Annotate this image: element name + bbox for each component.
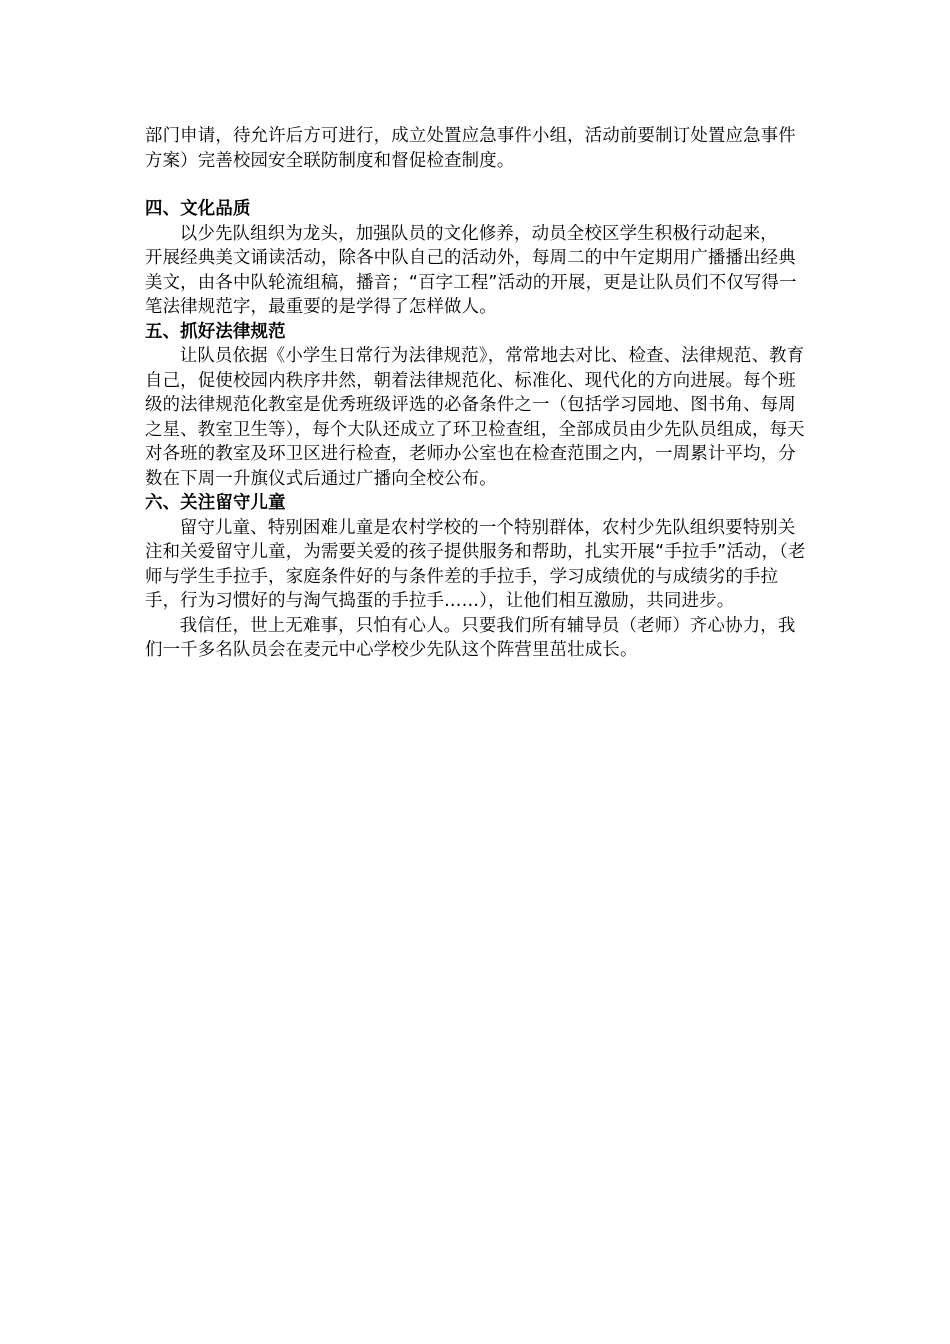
left-behind-children-paragraph: 留守儿童、特别困难儿童是农村学校的一个特别群体，农村少先队组织要特别关注和关爱留守儿童，为需要关爱的孩子提供服务和帮助，扎实开展“手拉手”活动，（老师与学生手拉手，家庭条件好的与条件差的手拉手，学习成绩优的与成绩劣的手拉手，行为习惯好的与淘气捣蛋的手拉手……），让他们相互激励，共同进步。 <box>145 517 806 611</box>
section-heading-culture: 四、文化品质 <box>145 199 251 219</box>
continuation-paragraph: 部门申请，待允许后方可进行，成立处置应急事件小组，活动前要制订处置应急事件方案）完善校园安全联防制度和督促检查制度。 <box>145 126 796 171</box>
document-body <box>145 124 809 663</box>
section-heading-norms: 五、抓好法律规范 <box>145 321 286 342</box>
section-heading-left-behind-children: 六、关注留守儿童 <box>145 493 286 513</box>
norms-paragraph: 让队员依据《小学生日常行为法律规范》，常常地去对比、检查、法律规范、教育自己，促使校园内秩序井然，朝着法律规范化、标准化、现代化的方向进展。每个班级的法律规范化教室是优秀班级评选的必备条件之一（包括学习园地、图书角、每周之星、教室卫生等），每个大队还成立了环卫检查组，全部成员由少先队员组成，每天对各班的教室及环卫区进行检查，老师办公室也在检查范围之内，一周累计平均，分数在下周一升旗仪式后通过广播向全校公布。 <box>145 346 805 489</box>
closing-paragraph: 我信任，世上无难事，只怕有心人。只要我们所有辅导员（老师）齐心协力，我们一千多名队员会在麦元中心学校少先队这个阵营里茁壮成长。 <box>145 615 796 660</box>
culture-paragraph-2: 开展经典美文诵读活动，除各中队自己的活动外，每周二的中午定期用广播播出经典美文，由各中队轮流组稿，播音；“百字工程”活动的开展，更是让队员们不仅写得一笔法律规范字，最重要的是学得了怎样做人。 <box>145 248 797 317</box>
culture-paragraph-1: 以少先队组织为龙头，加强队员的文化修养，动员全校区学生积极行动起来， <box>179 223 778 244</box>
